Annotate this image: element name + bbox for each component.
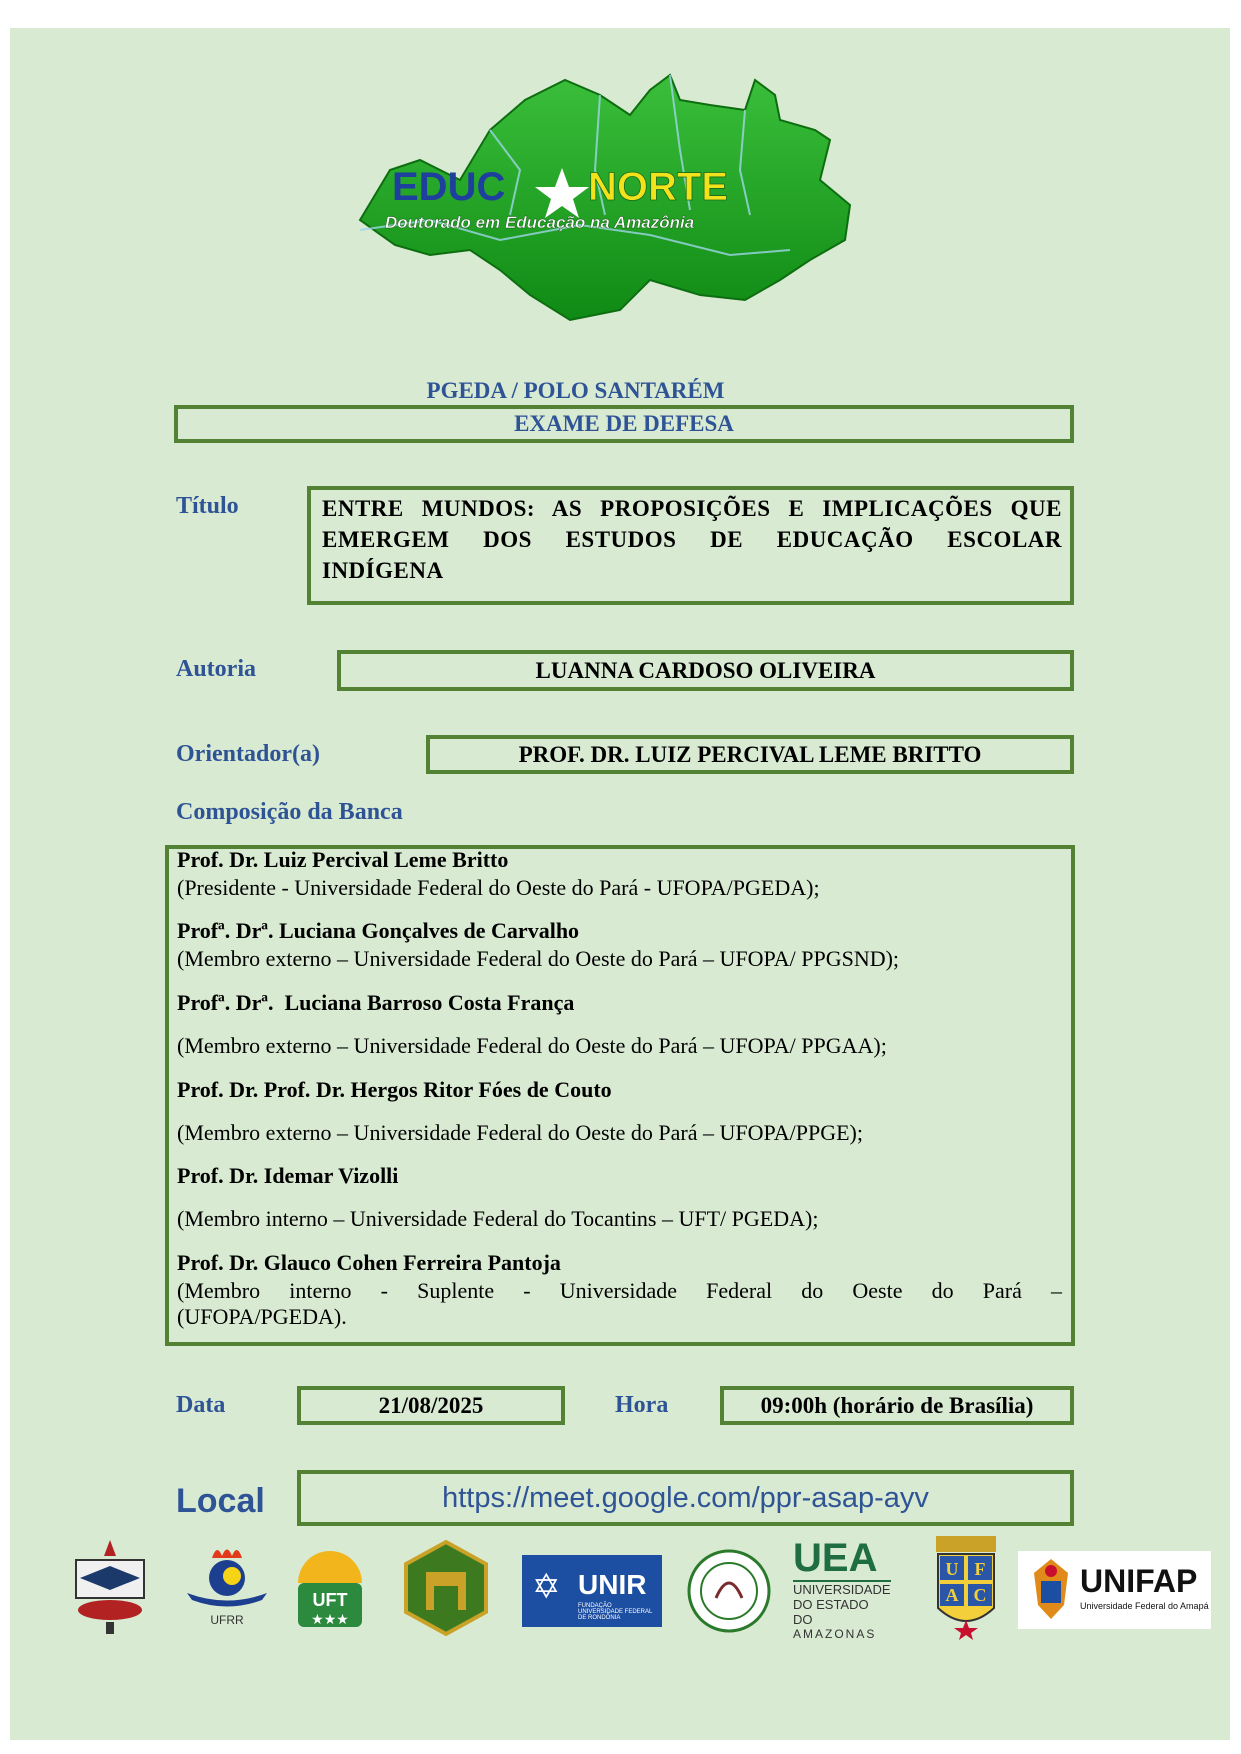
advisor-name: PROF. DR. LUIZ PERCIVAL LEME BRITTO	[518, 742, 982, 767]
autoria-label: Autoria	[176, 656, 256, 682]
program-title: PGEDA / POLO SANTARÉM	[426, 378, 725, 403]
uepa-seal	[686, 1548, 772, 1634]
local-box	[297, 1470, 1074, 1526]
brand-educ: EDUC	[392, 165, 506, 209]
brand-norte: NORTE	[588, 165, 728, 209]
autoria-box	[337, 650, 1074, 691]
member-role: (Membro interno – Universidade Federal do Tocantins – UFT/ PGEDA);	[177, 1206, 819, 1231]
svg-text:★★★: ★★★	[311, 1613, 349, 1628]
member-role-line1: (Membro interno - Suplente - Universidade Federal do Oeste do Pará –	[177, 1278, 1062, 1303]
uft-text: UFT	[312, 1590, 348, 1610]
thesis-title-line2: EMERGEM DOS ESTUDOS DE EDUCAÇÃO ESCOLAR	[322, 527, 1062, 552]
defense-date: 21/08/2025	[378, 1393, 484, 1418]
ufpa-logo	[70, 1538, 150, 1638]
member-role-line2: (UFOPA/PGEDA).	[177, 1304, 347, 1329]
local-label: Local	[176, 1482, 265, 1520]
educanorte-logo	[350, 40, 870, 340]
defense-time: 09:00h (horário de Brasília)	[760, 1393, 1034, 1418]
banca-member	[177, 990, 1062, 1059]
uea-subtext-2: DO ESTADO DO	[793, 1597, 869, 1627]
member-name: Prof. Dr. Luiz Percival Leme Britto	[177, 847, 509, 872]
unifap-subtext: Universidade Federal do Amapá	[1080, 1601, 1209, 1611]
exam-title: EXAME DE DEFESA	[514, 411, 734, 436]
ufopa-seal	[398, 1538, 494, 1638]
ufac-a: A	[945, 1585, 959, 1605]
unir-subtext: FUNDAÇÃO UNIVERSIDADE FEDERAL DE RONDÔNIA	[578, 1603, 653, 1621]
unir-star-icon: ✡	[532, 1569, 561, 1606]
ufac-logo	[928, 1532, 1004, 1640]
ufac-f: F	[974, 1559, 986, 1579]
uea-subtext-1: UNIVERSIDADE	[793, 1582, 891, 1597]
hora-label: Hora	[615, 1392, 669, 1418]
unifap-logo	[1018, 1551, 1211, 1629]
uea-subtext-3: AMAZONAS	[793, 1627, 877, 1641]
author-name: LUANNA CARDOSO OLIVEIRA	[535, 658, 876, 683]
member-role: (Membro externo – Universidade Federal do Oeste do Pará – UFOPA/PPGE);	[177, 1120, 863, 1145]
meeting-link[interactable]: https://meet.google.com/ppr-asap-ayv	[442, 1482, 929, 1514]
amazon-map-icon	[350, 40, 870, 340]
unifap-text: UNIFAP	[1080, 1563, 1198, 1599]
member-name: Prof. Dr. Prof. Dr. Hergos Ritor Fóes de Couto	[177, 1077, 612, 1102]
member-name: Prof. Dr. Glauco Cohen Ferreira Pantoja	[177, 1250, 561, 1275]
member-role: (Presidente - Universidade Federal do Oeste do Pará - UFOPA/PGEDA);	[177, 875, 820, 900]
banca-label: Composição da Banca	[176, 799, 403, 825]
banca-member	[177, 1163, 1062, 1232]
uft-logo	[290, 1538, 370, 1638]
ufrr-logo	[182, 1538, 272, 1638]
thesis-title	[322, 493, 1062, 586]
member-role: (Membro externo – Universidade Federal do Oeste do Pará – UFOPA/ PPGSND);	[177, 946, 900, 971]
exam-title-box	[174, 405, 1074, 443]
ufac-c: C	[973, 1585, 987, 1605]
thesis-title-line1: ENTRE MUNDOS: AS PROPOSIÇÕES E IMPLICAÇÕES QUE	[322, 496, 1062, 521]
unir-logo	[522, 1555, 662, 1627]
uea-logo	[793, 1536, 891, 1641]
orientador-box	[426, 735, 1074, 774]
member-name: Profª. Drª. Luciana Barroso Costa França	[177, 990, 575, 1015]
member-name: Profª. Drª. Luciana Gonçalves de Carvalho	[177, 918, 580, 943]
banca-member	[177, 918, 1062, 972]
banca-member	[177, 847, 1062, 901]
member-name: Prof. Dr. Idemar Vizolli	[177, 1163, 399, 1188]
banca-member	[177, 1250, 1062, 1330]
unir-text: UNIR	[578, 1569, 647, 1600]
banca-member	[177, 1077, 1062, 1146]
thesis-title-line3: INDÍGENA	[322, 558, 444, 583]
titulo-label: Título	[176, 493, 239, 519]
hora-box	[720, 1386, 1074, 1425]
uea-text: UEA	[793, 1536, 878, 1580]
ufrr-text: UFRR	[210, 1613, 244, 1627]
data-box	[297, 1386, 565, 1425]
orientador-label: Orientador(a)	[176, 741, 320, 767]
data-label: Data	[176, 1392, 226, 1418]
ufac-u: U	[945, 1559, 959, 1579]
logo-subtitle: Doutorado em Educação na Amazônia	[385, 213, 695, 232]
member-role: (Membro externo – Universidade Federal do Oeste do Pará – UFOPA/ PPGAA);	[177, 1033, 887, 1058]
